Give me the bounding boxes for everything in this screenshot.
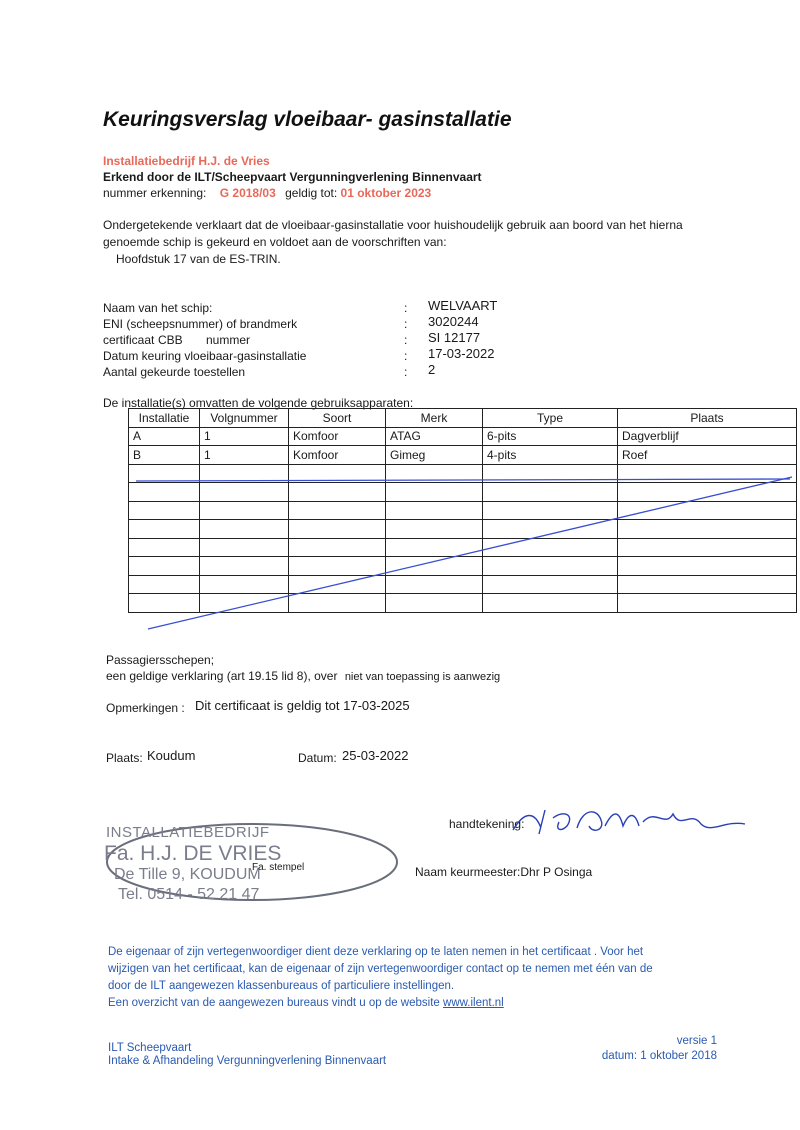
table-cell: Komfoor [289,427,386,446]
table-cell: B [129,446,200,465]
header-type: Type [483,409,618,428]
statement-reference: Hoofdstuk 17 van de ES-TRIN. [116,252,281,266]
header-installatie: Installatie [129,409,200,428]
field-colon: : [404,365,408,379]
footer-org-2: Intake & Afhandeling Vergunningverlening Binnenvaart [108,1055,387,1067]
field-colon: : [404,349,408,363]
footer-date: datum: 1 oktober 2018 [601,1050,717,1062]
field-colon: : [404,317,408,331]
header-plaats: Plaats [618,409,797,428]
field-colon: : [404,333,408,347]
recognition-number-label: nummer erkenning: [103,186,207,200]
place-label: Plaats: [106,751,143,765]
table-cell: Dagverblijf [618,427,797,446]
place-value: Koudum [147,748,196,763]
inspector-line [415,865,592,879]
certificate-number-label: nummer [206,333,251,347]
inspector-label: Naam keurmeester: [415,865,521,879]
table-cell: Roef [618,446,797,465]
certificate-type: CBB [158,333,183,347]
table-cell: A [129,427,200,446]
inspection-date-label: Datum keuring vloeibaar-gasinstallatie [103,349,307,363]
footer-org-1: ILT Scheepvaart [108,1042,192,1054]
eni-label: ENI (scheepsnummer) of brandmerk [103,317,298,331]
stamp-line-4: Tel. 0514 - 52 21 47 [118,886,260,903]
table-cell: 4-pits [483,446,618,465]
valid-until-date: 01 oktober 2023 [340,186,432,200]
devices-count-label: Aantal gekeurde toestellen [103,365,246,379]
valid-until-label: geldig tot: [285,186,338,200]
footnote-line-4 [108,997,504,1009]
company-name: Installatiebedrijf H.J. de Vries [103,154,270,168]
pen-line-diagonal [148,477,792,629]
stamp-line-1: INSTALLATIEBEDRIJF [106,824,270,841]
table-intro: De installatie(s) omvatten de volgende gebruiksapparaten: [103,396,414,410]
table-cell: Komfoor [289,446,386,465]
footnote-line-1: De eigenaar of zijn vertegenwoordiger dient deze verklaring op te laten nemen in het certificaat . Voor het [108,946,644,958]
inspection-date: 17-03-2022 [428,346,495,361]
stamp-line-2: Fa. H.J. DE VRIES [104,842,282,865]
devices-count: 2 [428,362,436,377]
ship-name-label: Naam van het schip: [103,301,213,315]
company-stamp [100,820,410,920]
table-cell: 1 [200,427,289,446]
inspector-name: Dhr P Osinga [520,865,593,879]
certificate-number: SI 12177 [428,330,481,345]
header-soort: Soort [289,409,386,428]
statement-line-2: genoemde schip is gekeurd en voldoet aan de voorschriften van: [103,235,447,249]
handwritten-signature [505,800,755,840]
header-volgnummer: Volgnummer [200,409,289,428]
date-value: 25-03-2022 [342,748,409,763]
table-cell: Gimeg [386,446,483,465]
stamp-overlay-label: Fa. stempel [252,862,305,873]
eni-number: 3020244 [428,314,479,329]
passenger-statement [106,669,500,683]
date-label: Datum: [298,751,337,765]
field-colon: : [404,301,408,315]
recognition-number: G 2018/03 [219,186,276,200]
ship-name: WELVAART [428,298,498,313]
certificate-label: certificaat [103,333,155,347]
document-title: Keuringsverslag vloeibaar- gasinstallatie [103,108,512,131]
passenger-text: een geldige verklaring (art 19.15 lid 8), over [106,669,338,683]
remarks-label: Opmerkingen : [106,701,185,715]
passenger-value: niet van toepassing is aanwezig [344,671,501,683]
signature-label: handtekening: [449,817,525,831]
recognition-line: Erkend door de ILT/Scheepvaart Vergunningverlening Binnenvaart [103,170,482,184]
table-cell: ATAG [386,427,483,446]
footer-version: versie 1 [676,1035,717,1047]
passenger-label: Passagiersschepen; [106,653,215,667]
header-merk: Merk [386,409,483,428]
footnote-line-2: wijzigen van het certificaat, kan de eigenaar of zijn vertegenwoordiger contact op te nemen met één van de [108,963,653,975]
remarks-text: Dit certificaat is geldig tot 17-03-2025 [195,698,410,713]
stamp-line-3: De Tille 9, KOUDUM [114,866,261,883]
table-cell: 1 [200,446,289,465]
footnote-text: Een overzicht van de aangewezen bureaus vindt u op de website [108,997,440,1009]
website-link[interactable]: www.ilent.nl [443,997,504,1009]
footnote-line-3: door de ILT aangewezen klassenbureaus of particuliere instellingen. [108,980,455,992]
pen-line-horizontal [136,479,790,481]
statement-line-1: Ondergetekende verklaart dat de vloeibaar-gasinstallatie voor huishoudelijk gebruik aan boord van het hierna [103,218,683,232]
table-cell: 6-pits [483,427,618,446]
